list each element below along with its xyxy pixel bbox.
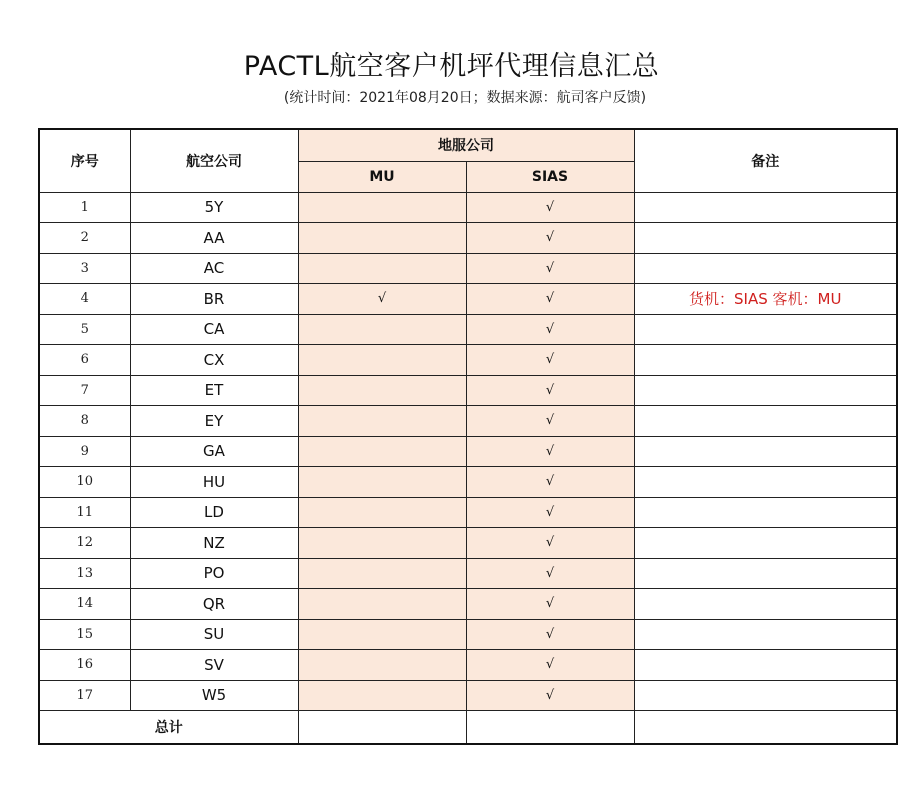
table-row	[39, 345, 897, 376]
row-mu-check	[298, 528, 466, 559]
table-row	[39, 314, 897, 345]
row-airline: CX	[130, 345, 298, 376]
header-mu: MU	[298, 161, 466, 192]
row-remark	[634, 680, 897, 711]
row-airline: W5	[130, 680, 298, 711]
row-airline: AA	[130, 223, 298, 254]
row-airline: ET	[130, 375, 298, 406]
row-airline: GA	[130, 436, 298, 467]
row-remark	[634, 497, 897, 528]
row-seq: 17	[39, 680, 130, 711]
table-row	[39, 619, 897, 650]
row-airline: NZ	[130, 528, 298, 559]
row-seq: 13	[39, 558, 130, 589]
row-seq: 11	[39, 497, 130, 528]
row-seq: 3	[39, 253, 130, 284]
row-remark	[634, 589, 897, 620]
document-subtitle: (统计时间：2021年08月20日；数据来源：航司客户反馈)	[283, 90, 647, 106]
row-airline: AC	[130, 253, 298, 284]
table-row	[39, 436, 897, 467]
row-remark: 货机：SIAS 客机：MU	[634, 284, 897, 315]
table-row	[39, 680, 897, 711]
row-remark	[634, 436, 897, 467]
row-seq: 2	[39, 223, 130, 254]
row-remark	[634, 406, 897, 437]
row-seq: 6	[39, 345, 130, 376]
row-remark	[634, 558, 897, 589]
row-sias-check: √	[466, 497, 634, 528]
row-mu-check	[298, 558, 466, 589]
row-sias-check: √	[466, 375, 634, 406]
row-mu-check	[298, 375, 466, 406]
total-label: 总计	[39, 711, 298, 744]
row-mu-check	[298, 406, 466, 437]
table-row	[39, 528, 897, 559]
row-remark	[634, 223, 897, 254]
header-remarks: 备注	[634, 129, 897, 192]
table-row	[39, 406, 897, 437]
row-remark	[634, 650, 897, 681]
row-seq: 16	[39, 650, 130, 681]
row-sias-check: √	[466, 192, 634, 223]
row-remark	[634, 528, 897, 559]
row-remark	[634, 192, 897, 223]
row-sias-check: √	[466, 345, 634, 376]
row-airline: SV	[130, 650, 298, 681]
row-mu-check	[298, 253, 466, 284]
row-airline: PO	[130, 558, 298, 589]
table-row	[39, 223, 897, 254]
total-remark	[634, 711, 897, 744]
row-airline: QR	[130, 589, 298, 620]
row-mu-check	[298, 650, 466, 681]
row-airline: 5Y	[130, 192, 298, 223]
table-row	[39, 650, 897, 681]
row-mu-check	[298, 314, 466, 345]
row-sias-check: √	[466, 253, 634, 284]
row-remark	[634, 375, 897, 406]
total-mu	[298, 711, 466, 744]
row-mu-check	[298, 192, 466, 223]
header-ground-service: 地服公司	[298, 129, 634, 161]
table-row	[39, 253, 897, 284]
row-mu-check	[298, 589, 466, 620]
total-row	[39, 711, 897, 744]
row-airline: BR	[130, 284, 298, 315]
table-row	[39, 497, 897, 528]
row-remark	[634, 345, 897, 376]
row-remark	[634, 314, 897, 345]
row-seq: 4	[39, 284, 130, 315]
table-row	[39, 558, 897, 589]
row-mu-check	[298, 345, 466, 376]
document-title: PACTL航空客户机坪代理信息汇总	[243, 51, 660, 82]
row-sias-check: √	[466, 406, 634, 437]
row-mu-check	[298, 436, 466, 467]
table-row	[39, 375, 897, 406]
row-seq: 7	[39, 375, 130, 406]
row-sias-check: √	[466, 467, 634, 498]
row-sias-check: √	[466, 528, 634, 559]
airline-agent-table	[38, 128, 898, 745]
row-seq: 5	[39, 314, 130, 345]
table-body	[39, 192, 897, 711]
row-airline: LD	[130, 497, 298, 528]
table-row	[39, 192, 897, 223]
row-airline: HU	[130, 467, 298, 498]
row-sias-check: √	[466, 589, 634, 620]
row-remark	[634, 467, 897, 498]
total-sias	[466, 711, 634, 744]
row-sias-check: √	[466, 650, 634, 681]
row-mu-check	[298, 619, 466, 650]
row-mu-check	[298, 680, 466, 711]
row-seq: 14	[39, 589, 130, 620]
row-mu-check: √	[298, 284, 466, 315]
row-airline: CA	[130, 314, 298, 345]
header-seq: 序号	[39, 129, 130, 192]
row-sias-check: √	[466, 680, 634, 711]
row-mu-check	[298, 467, 466, 498]
row-sias-check: √	[466, 284, 634, 315]
row-airline: SU	[130, 619, 298, 650]
row-sias-check: √	[466, 223, 634, 254]
table-row	[39, 589, 897, 620]
row-mu-check	[298, 223, 466, 254]
row-sias-check: √	[466, 436, 634, 467]
row-sias-check: √	[466, 558, 634, 589]
row-seq: 12	[39, 528, 130, 559]
table-row	[39, 467, 897, 498]
header-sias: SIAS	[466, 161, 634, 192]
header-airline: 航空公司	[130, 129, 298, 192]
row-mu-check	[298, 497, 466, 528]
row-sias-check: √	[466, 619, 634, 650]
row-seq: 9	[39, 436, 130, 467]
row-remark	[634, 253, 897, 284]
table-row	[39, 284, 897, 315]
row-seq: 15	[39, 619, 130, 650]
row-airline: EY	[130, 406, 298, 437]
row-sias-check: √	[466, 314, 634, 345]
row-seq: 8	[39, 406, 130, 437]
row-seq: 10	[39, 467, 130, 498]
row-seq: 1	[39, 192, 130, 223]
row-remark	[634, 619, 897, 650]
